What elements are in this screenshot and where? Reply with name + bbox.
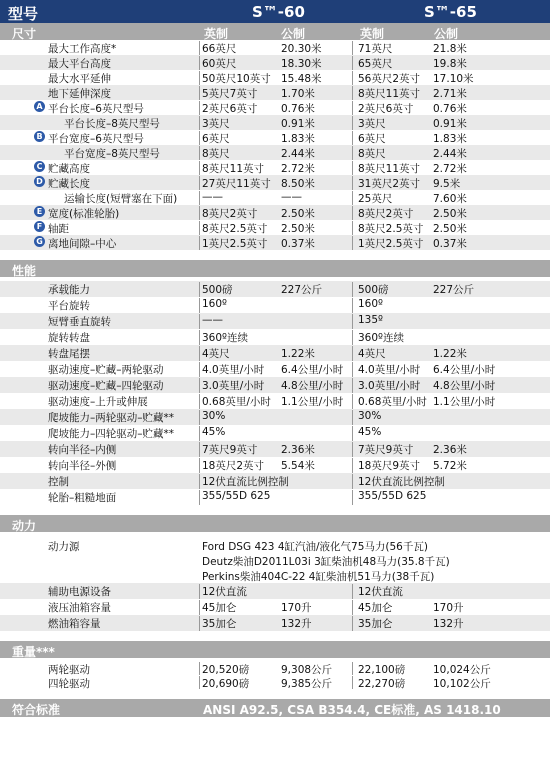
model-a-metric: 18.30米 bbox=[281, 58, 322, 70]
model-a-metric: 0.37米 bbox=[281, 238, 315, 250]
column-divider bbox=[352, 176, 353, 190]
table-row bbox=[0, 599, 550, 615]
table-row bbox=[0, 661, 550, 675]
model-a-imperial: 8英尺2.5英寸 bbox=[202, 223, 268, 235]
column-divider bbox=[199, 584, 200, 599]
model-a-imperial: 500磅 bbox=[202, 284, 233, 296]
model-b-imperial: 0.68英里/小时 bbox=[358, 396, 427, 408]
column-divider bbox=[352, 314, 353, 329]
table-row bbox=[0, 345, 550, 361]
weight-title: 重量*** bbox=[12, 645, 55, 659]
model-a-metric: 2.36米 bbox=[281, 444, 315, 456]
column-divider bbox=[199, 206, 200, 220]
model-b-name: S™-65 bbox=[424, 3, 477, 21]
model-b-imperial: 22,270磅 bbox=[358, 678, 406, 690]
model-a-imperial: 45加仑 bbox=[202, 602, 237, 614]
model-b-imperial: 355/55D 625 bbox=[358, 490, 427, 502]
model-b-metric: 227公斤 bbox=[433, 284, 475, 296]
model-a-metric: 8.50米 bbox=[281, 178, 315, 190]
table-row bbox=[0, 205, 550, 220]
power-source-label: 动力源 bbox=[48, 541, 80, 553]
column-divider bbox=[352, 394, 353, 409]
column-divider bbox=[352, 56, 353, 70]
row-label: 爬坡能力–四轮驱动–贮藏** bbox=[48, 428, 174, 440]
table-row bbox=[0, 115, 550, 130]
column-divider bbox=[352, 346, 353, 361]
model-b-imperial: 2英尺6英寸 bbox=[358, 103, 414, 115]
row-label: 运输长度(短臂塞在下面) bbox=[64, 193, 178, 205]
model-b-metric: 0.76米 bbox=[433, 103, 467, 115]
row-letter-badge: G bbox=[34, 236, 45, 247]
model-a-imperial: 20,690磅 bbox=[202, 678, 250, 690]
row-label: 轴距 bbox=[48, 223, 69, 235]
model-b-metric: 0.91米 bbox=[433, 118, 467, 130]
table-row bbox=[0, 235, 550, 250]
model-a-imperial: 4.0英里/小时 bbox=[202, 364, 265, 376]
column-divider bbox=[352, 191, 353, 205]
table-row bbox=[0, 55, 550, 70]
model-a-imperial: 3英尺 bbox=[202, 118, 230, 130]
table-row bbox=[0, 190, 550, 205]
model-a-imperial: 30% bbox=[202, 410, 226, 422]
row-label: 四轮驱动 bbox=[48, 678, 90, 690]
table-row bbox=[0, 297, 550, 313]
model-a-imperial: 35加仑 bbox=[202, 618, 237, 630]
model-a-imperial: 60英尺 bbox=[202, 58, 237, 70]
model-b-metric: 7.60米 bbox=[433, 193, 467, 205]
table-row bbox=[0, 160, 550, 175]
row-label: 最大平台高度 bbox=[48, 58, 111, 70]
row-letter-badge: A bbox=[34, 101, 45, 112]
column-divider bbox=[352, 161, 353, 175]
column-divider bbox=[199, 362, 200, 377]
column-divider bbox=[352, 490, 353, 505]
table-row bbox=[0, 489, 550, 505]
model-a-metric: 227公斤 bbox=[281, 284, 323, 296]
column-divider bbox=[199, 378, 200, 393]
weight-table bbox=[0, 661, 550, 689]
power-source-row bbox=[0, 538, 550, 553]
model-b-imperial: 8英尺 bbox=[358, 148, 386, 160]
model-a-imperial: 8英尺2英寸 bbox=[202, 208, 258, 220]
row-letter-badge: D bbox=[34, 176, 45, 187]
model-b-metric: 0.37米 bbox=[433, 238, 467, 250]
column-divider bbox=[352, 116, 353, 130]
power-source-3: Perkins柴油404C-22 4缸柴油机51马力(38千瓦) bbox=[202, 571, 435, 583]
column-divider bbox=[352, 221, 353, 235]
model-a-metric: 9,308公斤 bbox=[281, 664, 333, 676]
performance-section-header bbox=[0, 260, 550, 277]
row-label: 平台长度–8英尺型号 bbox=[64, 118, 160, 130]
column-divider bbox=[199, 176, 200, 190]
model-b-metric: 2.36米 bbox=[433, 444, 467, 456]
standards-title: 符合标准 bbox=[12, 703, 61, 717]
row-label: 轮胎–粗糙地面 bbox=[48, 492, 117, 504]
weight-section-header bbox=[0, 641, 550, 658]
model-b-imperial: 30% bbox=[358, 410, 382, 422]
column-divider bbox=[199, 282, 200, 297]
model-b-metric: 6.4公里/小时 bbox=[433, 364, 496, 376]
table-row bbox=[0, 175, 550, 190]
table-row bbox=[0, 425, 550, 441]
model-b-imperial: 500磅 bbox=[358, 284, 389, 296]
row-letter-badge: F bbox=[34, 221, 45, 232]
column-divider bbox=[199, 221, 200, 235]
model-b-imperial: 7英尺9英寸 bbox=[358, 444, 414, 456]
table-row bbox=[0, 361, 550, 377]
model-a-metric: 2.44米 bbox=[281, 148, 315, 160]
model-b-imperial: 3英尺 bbox=[358, 118, 386, 130]
column-divider bbox=[199, 56, 200, 70]
column-divider bbox=[352, 662, 353, 675]
dimensions-section-header bbox=[0, 23, 550, 40]
row-label: 转向半径–外侧 bbox=[48, 460, 117, 472]
model-b-imperial: 65英尺 bbox=[358, 58, 393, 70]
table-row bbox=[0, 441, 550, 457]
model-a-metric: 1.22米 bbox=[281, 348, 315, 360]
row-label: 短臂垂直旋转 bbox=[48, 316, 111, 328]
model-b-imperial: 8英尺2英寸 bbox=[358, 208, 414, 220]
standards-section-header bbox=[0, 699, 550, 717]
model-b-metric: 10,102公斤 bbox=[433, 678, 491, 690]
row-label: 承载能力 bbox=[48, 284, 90, 296]
table-row bbox=[0, 409, 550, 425]
model-a-imperial: 12伏直流比例控制 bbox=[202, 476, 289, 488]
dimensions-title: 尺寸 bbox=[12, 27, 37, 41]
model-a-imperial: 66英尺 bbox=[202, 43, 237, 55]
column-divider bbox=[199, 616, 200, 631]
column-divider bbox=[199, 490, 200, 505]
model-a-imperial: 4英尺 bbox=[202, 348, 230, 360]
column-divider bbox=[352, 600, 353, 615]
column-divider bbox=[352, 616, 353, 631]
column-divider bbox=[352, 474, 353, 489]
row-label: 贮藏长度 bbox=[48, 178, 90, 190]
column-divider bbox=[352, 41, 353, 55]
row-label: 地下延伸深度 bbox=[48, 88, 111, 100]
model-a-imperial: 355/55D 625 bbox=[202, 490, 271, 502]
model-a-metric: 0.76米 bbox=[281, 103, 315, 115]
row-letter-badge: B bbox=[34, 131, 45, 142]
column-divider bbox=[352, 458, 353, 473]
model-b-imperial: 25英尺 bbox=[358, 193, 393, 205]
column-divider bbox=[199, 600, 200, 615]
model-b-metric: 1.83米 bbox=[433, 133, 467, 145]
column-divider bbox=[199, 458, 200, 473]
column-divider bbox=[199, 146, 200, 160]
model-b-metric: 2.50米 bbox=[433, 208, 467, 220]
table-row bbox=[0, 281, 550, 297]
model-b-imperial: 4英尺 bbox=[358, 348, 386, 360]
model-a-imperial: 20,520磅 bbox=[202, 664, 250, 676]
row-letter-badge: C bbox=[34, 161, 45, 172]
col-metric-b: 公制 bbox=[434, 27, 459, 41]
model-a-imperial: 2英尺6英寸 bbox=[202, 103, 258, 115]
performance-title: 性能 bbox=[12, 264, 37, 278]
power-source-row bbox=[0, 553, 550, 568]
column-divider bbox=[199, 101, 200, 115]
column-divider bbox=[199, 131, 200, 145]
model-b-metric: 2.71米 bbox=[433, 88, 467, 100]
row-label: 旋转转盘 bbox=[48, 332, 90, 344]
model-a-name: S™-60 bbox=[252, 3, 305, 21]
table-row bbox=[0, 615, 550, 631]
row-label: 贮藏高度 bbox=[48, 163, 90, 175]
column-divider bbox=[199, 676, 200, 689]
row-label: 液压油箱容量 bbox=[48, 602, 111, 614]
row-label: 最大工作高度* bbox=[48, 43, 117, 55]
row-label: 平台宽度–8英尺型号 bbox=[64, 148, 160, 160]
model-b-imperial: 135º bbox=[358, 314, 383, 326]
model-a-metric: 6.4公里/小时 bbox=[281, 364, 344, 376]
model-a-metric: 20.30米 bbox=[281, 43, 322, 55]
column-divider bbox=[352, 101, 353, 115]
model-a-imperial: —— bbox=[202, 314, 223, 326]
column-divider bbox=[199, 161, 200, 175]
row-label: 离地间隙–中心 bbox=[48, 238, 117, 250]
model-a-metric: —— bbox=[281, 191, 302, 203]
table-row bbox=[0, 583, 550, 599]
model-a-imperial: 6英尺 bbox=[202, 133, 230, 145]
model-a-metric: 1.83米 bbox=[281, 133, 315, 145]
model-b-metric: 5.72米 bbox=[433, 460, 467, 472]
column-divider bbox=[352, 426, 353, 441]
model-b-metric: 1.22米 bbox=[433, 348, 467, 360]
table-row bbox=[0, 85, 550, 100]
model-b-metric: 170升 bbox=[433, 602, 464, 614]
model-a-metric: 4.8公里/小时 bbox=[281, 380, 344, 392]
model-a-imperial: 12伏直流 bbox=[202, 586, 247, 598]
column-divider bbox=[352, 298, 353, 313]
model-b-imperial: 45加仑 bbox=[358, 602, 393, 614]
column-divider bbox=[199, 662, 200, 675]
row-label: 两轮驱动 bbox=[48, 664, 90, 676]
model-b-imperial: 360º连续 bbox=[358, 332, 404, 344]
model-b-metric: 2.50米 bbox=[433, 223, 467, 235]
model-b-imperial: 31英尺2英寸 bbox=[358, 178, 421, 190]
model-b-metric: 21.8米 bbox=[433, 43, 467, 55]
column-divider bbox=[352, 410, 353, 425]
power-title: 动力 bbox=[12, 519, 37, 533]
performance-table bbox=[0, 281, 550, 505]
model-a-imperial: 27英尺11英寸 bbox=[202, 178, 271, 190]
row-label: 控制 bbox=[48, 476, 69, 488]
column-divider bbox=[352, 206, 353, 220]
model-b-metric: 17.10米 bbox=[433, 73, 474, 85]
model-a-imperial: —— bbox=[202, 191, 223, 203]
column-divider bbox=[352, 236, 353, 250]
model-header bbox=[0, 0, 550, 23]
table-row bbox=[0, 393, 550, 409]
table-row bbox=[0, 377, 550, 393]
col-imperial-b: 英制 bbox=[360, 27, 385, 41]
model-a-metric: 15.48米 bbox=[281, 73, 322, 85]
column-divider bbox=[199, 314, 200, 329]
model-b-imperial: 35加仑 bbox=[358, 618, 393, 630]
row-letter-badge: E bbox=[34, 206, 45, 217]
power-source-row bbox=[0, 568, 550, 583]
model-a-metric: 5.54米 bbox=[281, 460, 315, 472]
column-divider bbox=[199, 71, 200, 85]
model-a-imperial: 1英尺2.5英寸 bbox=[202, 238, 268, 250]
column-divider bbox=[352, 330, 353, 345]
model-a-imperial: 3.0英里/小时 bbox=[202, 380, 265, 392]
column-divider bbox=[352, 584, 353, 599]
model-b-imperial: 12伏直流比例控制 bbox=[358, 476, 445, 488]
model-a-metric: 2.50米 bbox=[281, 208, 315, 220]
model-a-metric: 9,385公斤 bbox=[281, 678, 333, 690]
table-row bbox=[0, 329, 550, 345]
model-a-imperial: 8英尺11英寸 bbox=[202, 163, 265, 175]
model-b-imperial: 22,100磅 bbox=[358, 664, 406, 676]
table-row bbox=[0, 40, 550, 55]
table-row bbox=[0, 145, 550, 160]
table-row bbox=[0, 675, 550, 689]
row-label: 驱动速度–上升或伸展 bbox=[48, 396, 148, 408]
model-b-metric: 1.1公里/小时 bbox=[433, 396, 496, 408]
row-label: 辅助电源设备 bbox=[48, 586, 111, 598]
model-a-imperial: 160º bbox=[202, 298, 227, 310]
model-a-metric: 0.91米 bbox=[281, 118, 315, 130]
model-b-imperial: 8英尺2.5英寸 bbox=[358, 223, 424, 235]
column-divider bbox=[352, 362, 353, 377]
model-b-imperial: 71英尺 bbox=[358, 43, 393, 55]
model-b-metric: 4.8公里/小时 bbox=[433, 380, 496, 392]
model-a-imperial: 360º连续 bbox=[202, 332, 248, 344]
column-divider bbox=[199, 426, 200, 441]
model-a-metric: 132升 bbox=[281, 618, 312, 630]
column-divider bbox=[199, 191, 200, 205]
dimensions-table bbox=[0, 40, 550, 250]
row-label: 转盘尾摆 bbox=[48, 348, 90, 360]
model-b-imperial: 45% bbox=[358, 426, 382, 438]
model-a-imperial: 45% bbox=[202, 426, 226, 438]
table-row bbox=[0, 100, 550, 115]
row-label: 驱动速度–贮藏–两轮驱动 bbox=[48, 364, 164, 376]
model-b-imperial: 3.0英里/小时 bbox=[358, 380, 421, 392]
column-divider bbox=[199, 41, 200, 55]
column-divider bbox=[352, 442, 353, 457]
column-divider bbox=[352, 282, 353, 297]
standards-text: ANSI A92.5, CSA B354.4, CE标准, AS 1418.10 bbox=[203, 703, 501, 717]
column-divider bbox=[199, 116, 200, 130]
power-table bbox=[0, 583, 550, 631]
column-divider bbox=[199, 86, 200, 100]
model-a-imperial: 0.68英里/小时 bbox=[202, 396, 271, 408]
table-row bbox=[0, 313, 550, 329]
row-label: 驱动速度–贮藏–四轮驱动 bbox=[48, 380, 164, 392]
column-divider bbox=[199, 394, 200, 409]
model-b-imperial: 56英尺2英寸 bbox=[358, 73, 421, 85]
power-source-1: Ford DSG 423 4缸汽油/液化气75马力(56千瓦) bbox=[202, 541, 428, 553]
col-imperial-a: 英制 bbox=[204, 27, 229, 41]
model-a-imperial: 5英尺7英寸 bbox=[202, 88, 258, 100]
column-divider bbox=[352, 378, 353, 393]
model-a-imperial: 8英尺 bbox=[202, 148, 230, 160]
model-b-imperial: 8英尺11英寸 bbox=[358, 88, 421, 100]
model-a-metric: 1.1公里/小时 bbox=[281, 396, 344, 408]
model-b-imperial: 4.0英里/小时 bbox=[358, 364, 421, 376]
model-b-metric: 2.44米 bbox=[433, 148, 467, 160]
column-divider bbox=[199, 410, 200, 425]
model-b-metric: 132升 bbox=[433, 618, 464, 630]
row-label: 最大水平延伸 bbox=[48, 73, 111, 85]
model-a-imperial: 50英尺10英寸 bbox=[202, 73, 271, 85]
model-b-metric: 10,024公斤 bbox=[433, 664, 491, 676]
model-header-title: 型号 bbox=[8, 5, 39, 23]
table-row bbox=[0, 473, 550, 489]
model-b-metric: 2.72米 bbox=[433, 163, 467, 175]
column-divider bbox=[352, 146, 353, 160]
model-b-imperial: 160º bbox=[358, 298, 383, 310]
table-row bbox=[0, 220, 550, 235]
row-label: 燃油箱容量 bbox=[48, 618, 101, 630]
column-divider bbox=[199, 442, 200, 457]
model-b-imperial: 1英尺2.5英寸 bbox=[358, 238, 424, 250]
model-b-metric: 9.5米 bbox=[433, 178, 461, 190]
table-row bbox=[0, 130, 550, 145]
model-a-metric: 2.50米 bbox=[281, 223, 315, 235]
model-a-imperial: 7英尺9英寸 bbox=[202, 444, 258, 456]
row-label: 爬坡能力–两轮驱动–贮藏** bbox=[48, 412, 174, 424]
model-a-metric: 170升 bbox=[281, 602, 312, 614]
power-source-2: Deutz柴油D2011L03i 3缸柴油机48马力(35.8千瓦) bbox=[202, 556, 450, 568]
col-metric-a: 公制 bbox=[281, 27, 306, 41]
column-divider bbox=[352, 131, 353, 145]
model-b-imperial: 8英尺11英寸 bbox=[358, 163, 421, 175]
model-b-imperial: 18英尺9英寸 bbox=[358, 460, 421, 472]
column-divider bbox=[352, 676, 353, 689]
column-divider bbox=[199, 298, 200, 313]
model-b-imperial: 12伏直流 bbox=[358, 586, 403, 598]
column-divider bbox=[199, 474, 200, 489]
model-a-imperial: 18英尺2英寸 bbox=[202, 460, 265, 472]
row-label: 宽度(标准轮胎) bbox=[48, 208, 120, 220]
model-b-imperial: 6英尺 bbox=[358, 133, 386, 145]
table-row bbox=[0, 70, 550, 85]
row-label: 平台宽度–6英尺型号 bbox=[48, 133, 144, 145]
model-a-metric: 1.70米 bbox=[281, 88, 315, 100]
column-divider bbox=[352, 86, 353, 100]
row-label: 平台长度–6英尺型号 bbox=[48, 103, 144, 115]
model-b-metric: 19.8米 bbox=[433, 58, 467, 70]
column-divider bbox=[352, 71, 353, 85]
column-divider bbox=[199, 346, 200, 361]
model-a-metric: 2.72米 bbox=[281, 163, 315, 175]
power-section-header bbox=[0, 515, 550, 532]
table-row bbox=[0, 457, 550, 473]
row-label: 转向半径–内侧 bbox=[48, 444, 117, 456]
row-label: 平台旋转 bbox=[48, 300, 90, 312]
column-divider bbox=[199, 330, 200, 345]
column-divider bbox=[199, 236, 200, 250]
